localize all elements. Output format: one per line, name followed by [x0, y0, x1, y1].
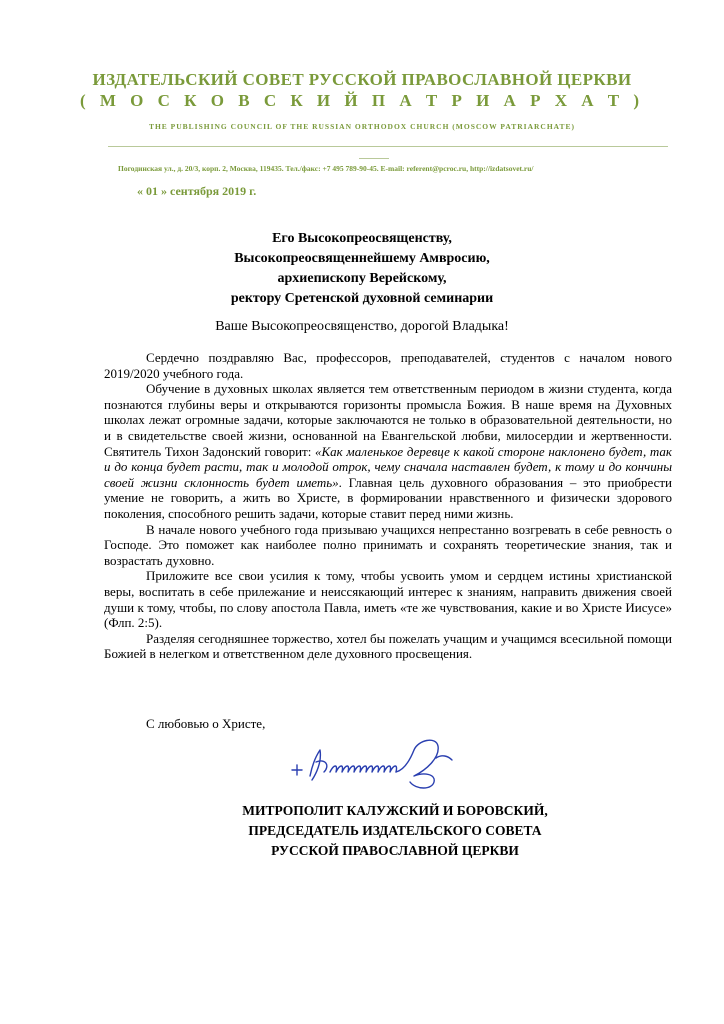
body-paragraph: В начале нового учебного года призываю учащихся непрестанно возгревать в себе ревность о Господе. Это поможет как наиболее полно принимать и сохранять теоретические знания, так и возрастать духовно.: [104, 521, 672, 568]
letterhead-subtitle: ( М О С К О В С К И Й П А Т Р И А Р Х А Т ): [79, 91, 645, 110]
body-paragraph: Приложите все свои усилия к тому, чтобы усвоить умом и сердцем истины христианской веры, воспитать в себе прилежание и неиссякающий интерес к знаниям, направить движения своей души к тому, чтобы, по слову апостола Павла, иметь «те же чувствования, какие и во Христе Иисусе» (Флп. 2:5).: [104, 568, 672, 631]
addressee-line: архиепископу Верейскому,: [277, 271, 447, 286]
addressee-line: Высокопреосвященнейшему Амвросию,: [234, 251, 490, 266]
letter-date: « 01 » сентября 2019 г.: [137, 184, 257, 198]
salutation: Ваше Высокопреосвященство, дорогой Владыка!: [215, 319, 509, 334]
closing-phrase: С любовью о Христе,: [146, 716, 266, 731]
signer-block: [160, 801, 630, 861]
letterhead-divider: [108, 146, 668, 147]
signer-line: МИТРОПОЛИТ КАЛУЖСКИЙ И БОРОВСКИЙ,: [242, 803, 548, 818]
signer-line: РУССКОЙ ПРАВОСЛАВНОЙ ЦЕРКВИ: [271, 843, 519, 858]
handwritten-signature: [286, 736, 466, 792]
letterhead-title: ИЗДАТЕЛЬСКИЙ СОВЕТ РУССКОЙ ПРАВОСЛАВНОЙ ЦЕРКВИ: [92, 70, 632, 89]
letterhead-english: THE PUBLISHING COUNCIL OF THE RUSSIAN ORTHODOX CHURCH (MOSCOW PATRIARCHATE): [148, 122, 576, 131]
body-paragraph: [104, 381, 672, 521]
body-text: Обучение в духовных школах является тем ответственным периодом в жизни студента, когда познаются глубины веры и открываются горизонты промысла Божия. В наше время на Духовных школах лежат огромные задачи, которые заключаются не только в образовательной деятельности, но и в свидетельстве своей жизни, основанной на Евангельской любви, милосердии и жертвенности. Святитель Тихон Задонский говорит:: [104, 381, 672, 459]
signer-line: ПРЕДСЕДАТЕЛЬ ИЗДАТЕЛЬСКОГО СОВЕТА: [248, 823, 542, 838]
letterhead-divider-dash: [359, 158, 389, 159]
body-paragraph: Разделяя сегодняшнее торжество, хотел бы пожелать учащим и учащимся всесильной помощи Божией в нелегком и ответственном деле духовного просвещения.: [104, 630, 672, 662]
addressee-block: [0, 229, 724, 309]
quote-tikhon: «Как маленькое деревце к какой стороне наклонено будет, так и до конца будет расти, так и молодой отрок, чему сначала наставлен будет, к тому и до кончины своей жизни склонность будет иметь»: [104, 443, 672, 490]
body-paragraph: Сердечно поздравляю Вас, профессоров, преподавателей, студентов с началом нового 2019/2020 учебного года.: [104, 350, 672, 381]
body-text: . Главная цель духовного образования – это приобрести умение не говорить, а жить во Христе, в формировании нравственного и физически здорового поколения, способного решить задачи, которые ставит перед ними жизнь.: [104, 474, 673, 521]
letterhead-address: Погодинская ул., д. 20/3, корп. 2, Москва, 119435. Тел./факс: +7 495 789-90-45. E-mail: referent@pcroc.ru, http://izdatsovet.ru/: [118, 164, 534, 173]
addressee-line: ректору Сретенской духовной семинарии: [230, 291, 494, 306]
addressee-line: Его Высокопреосвященству,: [272, 231, 452, 246]
letter-body: [104, 350, 672, 662]
